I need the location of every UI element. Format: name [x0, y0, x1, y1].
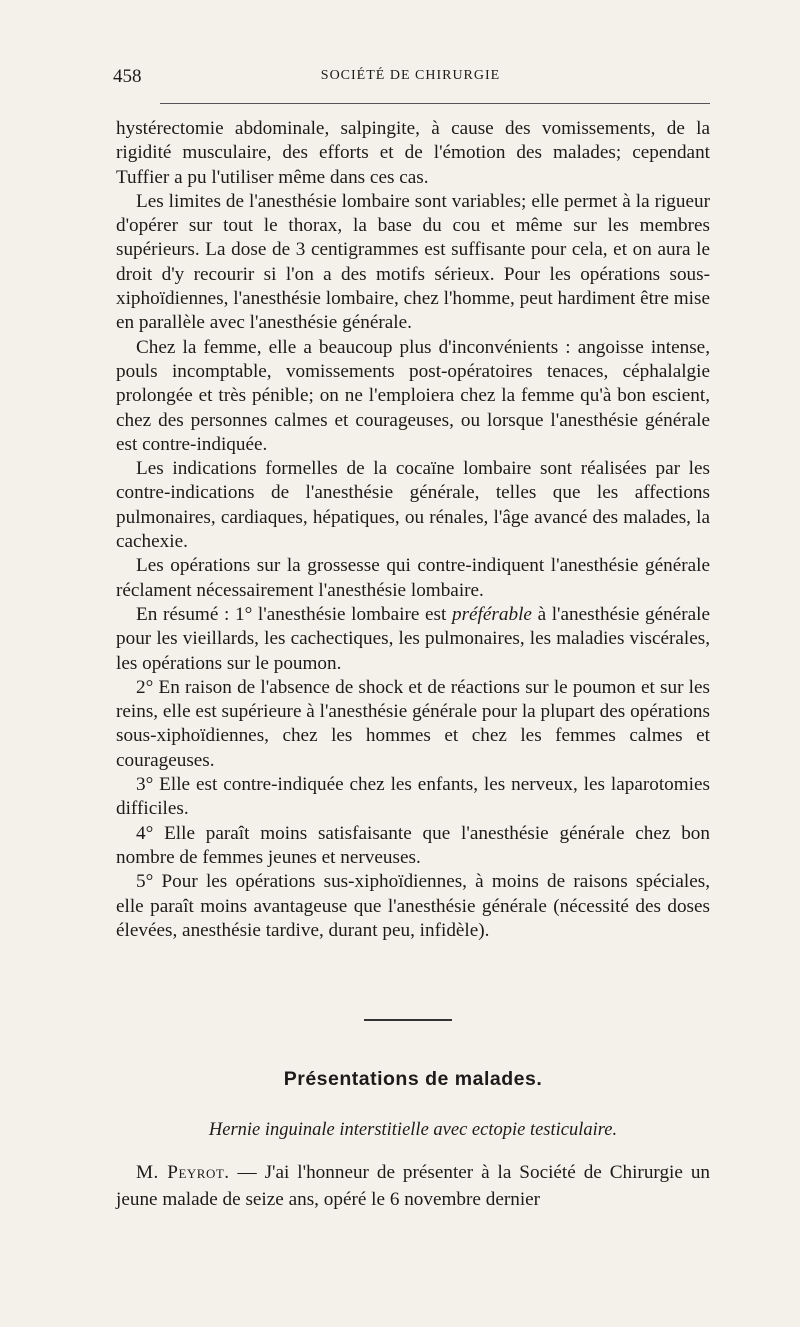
running-title: SOCIÉTÉ DE CHIRURGIE — [320, 68, 501, 83]
presentation-text — [116, 1159, 710, 1213]
paragraph: Les opérations sur la grossesse qui contre-indiquent l'anesthésie générale réclament nécessairement l'anesthésie lombaire. — [116, 555, 710, 601]
header-rule — [160, 103, 710, 104]
paragraph — [116, 1159, 710, 1213]
resume-text-before: En résumé : 1° l'anesthésie lombaire est — [136, 603, 452, 625]
conclusion-point: 3° Elle est contre-indiquée chez les enfants, les nerveux, les laparotomies difficiles. — [116, 774, 710, 820]
page-number: 458 — [113, 66, 142, 87]
conclusion-point: 4° Elle paraît moins satisfaisante que l'anesthésie générale chez bon nombre de femmes jeunes et nerveuses. — [116, 822, 710, 868]
body-text — [116, 117, 710, 943]
paragraph: Les limites de l'anesthésie lombaire sont variables; elle permet à la rigueur d'opérer sur tout le thorax, la base du cou et même sur les membres supérieurs. La dose de 3 centigrammes est suffisante pour cela, et on aura le droit d'y recourir si l'on a des motifs sérieux. Pour les opérations sous-xiphoïdiennes, l'anesthésie lombaire, chez l'homme, peut hardiment être mise en parallèle avec l'anesthésie générale. — [116, 190, 710, 334]
running-head — [113, 66, 708, 90]
speaker-text: — J'ai l'honneur de présenter à la Société de Chirurgie un jeune malade de seize ans, opéré le 6 novembre dernier — [116, 1162, 711, 1210]
section-divider — [364, 1019, 452, 1021]
speaker-name: M. Peyrot. — [136, 1162, 230, 1183]
resume-paragraph — [116, 603, 710, 676]
conclusion-point: 5° Pour les opérations sus-xiphoïdiennes, à moins de raisons spéciales, elle paraît moins avantageuse que l'anesthésie générale (nécessité des doses élevées, anesthésie tardive, durant peu, infidèle). — [116, 871, 710, 941]
paragraph: hystérectomie abdominale, salpingite, à cause des vomissements, de la rigidité musculaire, des efforts et de l'émotion des malades; cependant Tuffier a pu l'utiliser même dans ces cas. — [116, 118, 710, 188]
resume-text-after: à l'anesthésie générale pour les vieillards, les cachectiques, les pulmonaires, les maladies viscérales, les opérations sur le poumon. — [116, 603, 710, 674]
paragraph: Chez la femme, elle a beaucoup plus d'inconvénients : angoisse intense, pouls incomptable, vomissements post-opératoires tenaces, céphalalgie prolongée et très pénible; on ne l'emploiera chez la femme qu'à bon escient, chez des personnes calmes et courageuses, ou lorsque l'anesthésie générale est contre-indiquée. — [116, 336, 710, 455]
conclusion-point: 2° En raison de l'absence de shock et de réactions sur le poumon et sur les reins, elle est supérieure à l'anesthésie générale pour la plupart des opérations sous-xiphoïdiennes, chez les hommes et chez les femmes calmes et courageuses. — [116, 676, 710, 771]
section-subtitle: Hernie inguinale interstitielle avec ectopie testiculaire. — [208, 1120, 618, 1140]
paragraph: Les indications formelles de la cocaïne lombaire sont réalisées par les contre-indications de l'anesthésie générale, telles que les affections pulmonaires, cardiaques, hépatiques, ou rénales, l'âge avancé des malades, la cachexie. — [116, 458, 710, 553]
resume-emphasis: préférable — [451, 603, 532, 625]
section-title: Présentations de malades. — [283, 1068, 543, 1090]
